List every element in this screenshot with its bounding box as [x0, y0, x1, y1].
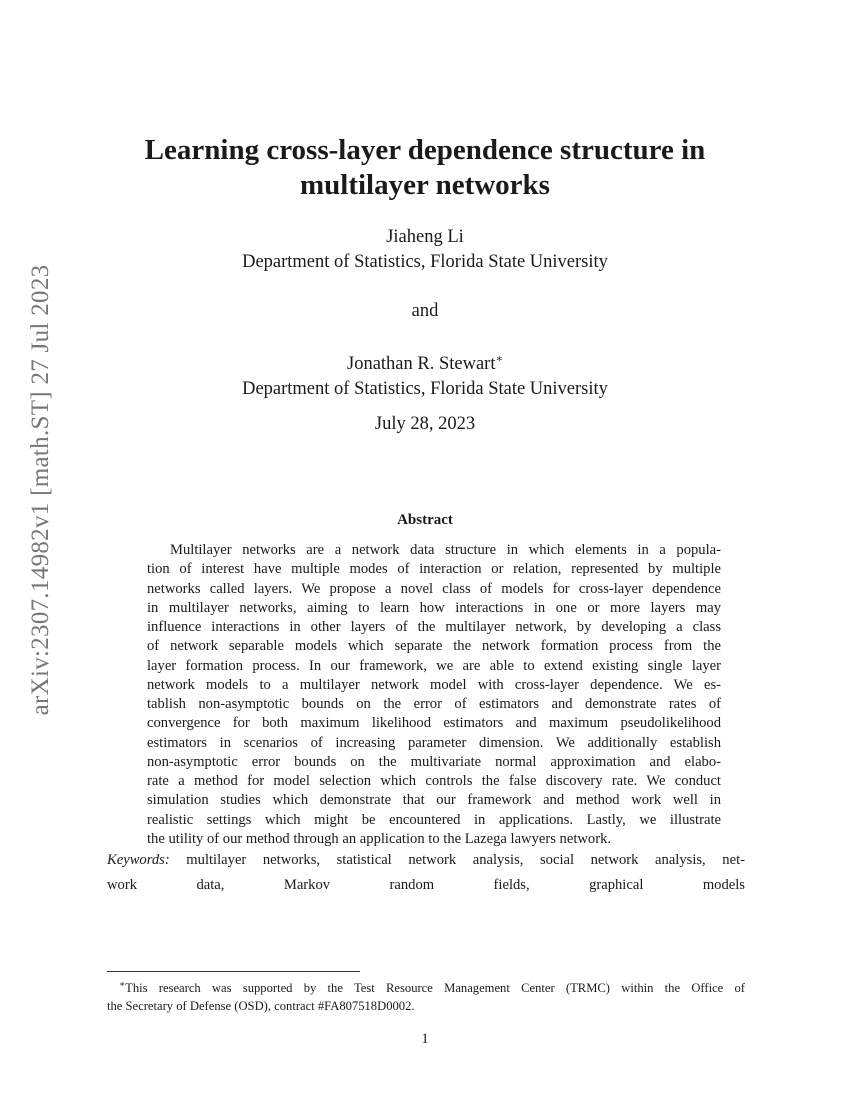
date: July 28, 2023 — [374, 414, 476, 434]
page-number: 1 — [421, 1031, 429, 1047]
keywords-text: work data, Markov random fields, graphical models — [107, 877, 745, 893]
footnote-marker: ∗ — [495, 353, 503, 365]
abstract-line: in multilayer networks, aiming to learn how interactions in one or more layers may — [147, 599, 721, 616]
abstract-line: the utility of our method through an application to the Lazega lawyers network. — [147, 830, 612, 847]
author-affiliation: Department of Statistics, Florida State University — [242, 252, 608, 272]
author-name: Jonathan R. Stewart — [347, 354, 496, 375]
and-separator: and — [411, 301, 439, 321]
author-block-2 — [0, 347, 850, 402]
footnote — [107, 975, 745, 1015]
abstract-line: rate a method for model selection which controls the false discovery rate. We conduct — [147, 773, 721, 789]
abstract-line: realistic settings which might be encountered in applications. Lastly, we illustrate — [147, 811, 721, 828]
abstract-line: of network separable models which separate the network formation process from the — [147, 638, 721, 655]
author-name: Jiaheng Li — [386, 227, 464, 247]
author-block-1 — [0, 225, 850, 275]
author-affiliation: Department of Statistics, Florida State University — [242, 379, 608, 400]
abstract-line: tion of interest have multiple modes of interaction or relation, represented by multiple — [147, 561, 721, 578]
abstract-line: tablish non-asymptotic bounds on the error of estimators and demonstrate rates of — [147, 696, 721, 712]
footnote-text: the Secretary of Defense (OSD), contract #FA807518D0002. — [107, 999, 415, 1014]
abstract-line: simulation studies which demonstrate that our framework and method work well in — [147, 792, 721, 809]
abstract-line: influence interactions in other layers of the multilayer network, by developing a class — [147, 619, 721, 635]
abstract-line: non-asymptotic error bounds on the multivariate normal approximation and elabo- — [147, 753, 721, 770]
footnote-marker: ∗ — [119, 979, 126, 989]
keywords-text: multilayer networks, statistical network analysis, social network analysis, net- — [186, 852, 745, 868]
paper-title — [0, 133, 850, 203]
keywords-label: Keywords: — [107, 852, 170, 868]
footnote-text: This research was supported by the Test Resource Management Center (TRMC) within the Office of — [125, 981, 745, 996]
footnote-rule — [107, 971, 360, 972]
abstract-line: networks called layers. We propose a novel class of models for cross-layer dependence — [147, 580, 721, 597]
title-line: Learning cross-layer dependence structure in — [144, 134, 706, 166]
abstract-line: network models to a multilayer network model with cross-layer dependence. We es- — [147, 676, 721, 693]
abstract-line: estimators in scenarios of increasing parameter dimension. We additionally establish — [147, 734, 721, 751]
title-line: multilayer networks — [300, 169, 550, 201]
abstract-line: convergence for both maximum likelihood estimators and maximum pseudolikelihood — [147, 715, 721, 732]
abstract-heading: Abstract — [397, 512, 453, 528]
arxiv-stamp: arXiv:2307.14982v1 [math.ST] 27 Jul 2023 — [27, 264, 54, 716]
abstract-body — [147, 541, 721, 849]
abstract-line: layer formation process. In our framework, we are able to extend existing single layer — [147, 657, 721, 674]
abstract-line: Multilayer networks are a network data structure in which elements in a popula- — [170, 542, 721, 558]
keywords — [107, 848, 745, 898]
